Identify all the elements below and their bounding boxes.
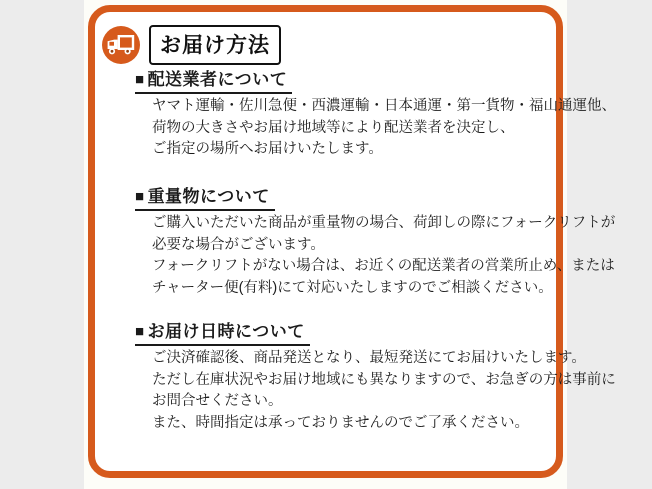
section-heading-label: 重量物について — [147, 187, 270, 206]
body-line: 必要な場合がございます。 — [152, 236, 325, 253]
page-title: お届け方法 — [149, 25, 281, 65]
square-bullet-icon: ■ — [135, 71, 145, 88]
section-body-delivery-date — [152, 348, 616, 434]
section-heading-carriers — [135, 65, 292, 94]
body-line: ご決済確認後、商品発送となり、最短発送にてお届けいたします。 — [152, 350, 586, 366]
truck-icon — [102, 26, 140, 64]
section-heading-heavy-items — [135, 182, 275, 211]
body-line: チャーター便(有料)にて対応いたしますのでご相談ください。 — [152, 279, 553, 296]
body-line: 荷物の大きさやお届け地域等により配送業者を決定し、 — [152, 119, 515, 136]
square-bullet-icon: ■ — [135, 188, 145, 205]
section-heading-delivery-date — [135, 317, 310, 346]
body-line: ご購入いただいた商品が重量物の場合、荷卸しの際にフォークリフトが — [152, 215, 616, 231]
section-body-carriers — [152, 96, 616, 161]
body-line: フォークリフトがない場合は、お近くの配送業者の営業所止め、または — [152, 258, 615, 275]
body-line: ただし在庫状況やお届け地域にも異なりますので、お急ぎの方は事前に — [152, 371, 616, 388]
body-line: また、時間指定は承っておりませんのでご了承ください。 — [152, 414, 529, 431]
section-heading-label: 配送業者について — [147, 70, 288, 89]
section-heading-label: お届け日時について — [147, 322, 305, 341]
body-line: ヤマト運輸・佐川急便・西濃運輸・日本通運・第一貨物・福山通運他、 — [152, 98, 616, 114]
square-bullet-icon: ■ — [135, 323, 145, 340]
delivery-info-panel — [88, 5, 616, 478]
section-body-heavy-items — [152, 213, 615, 299]
panel-header — [102, 25, 281, 65]
body-line: お問合せください。 — [152, 393, 283, 410]
body-line: ご指定の場所へお届けいたします。 — [152, 141, 383, 158]
